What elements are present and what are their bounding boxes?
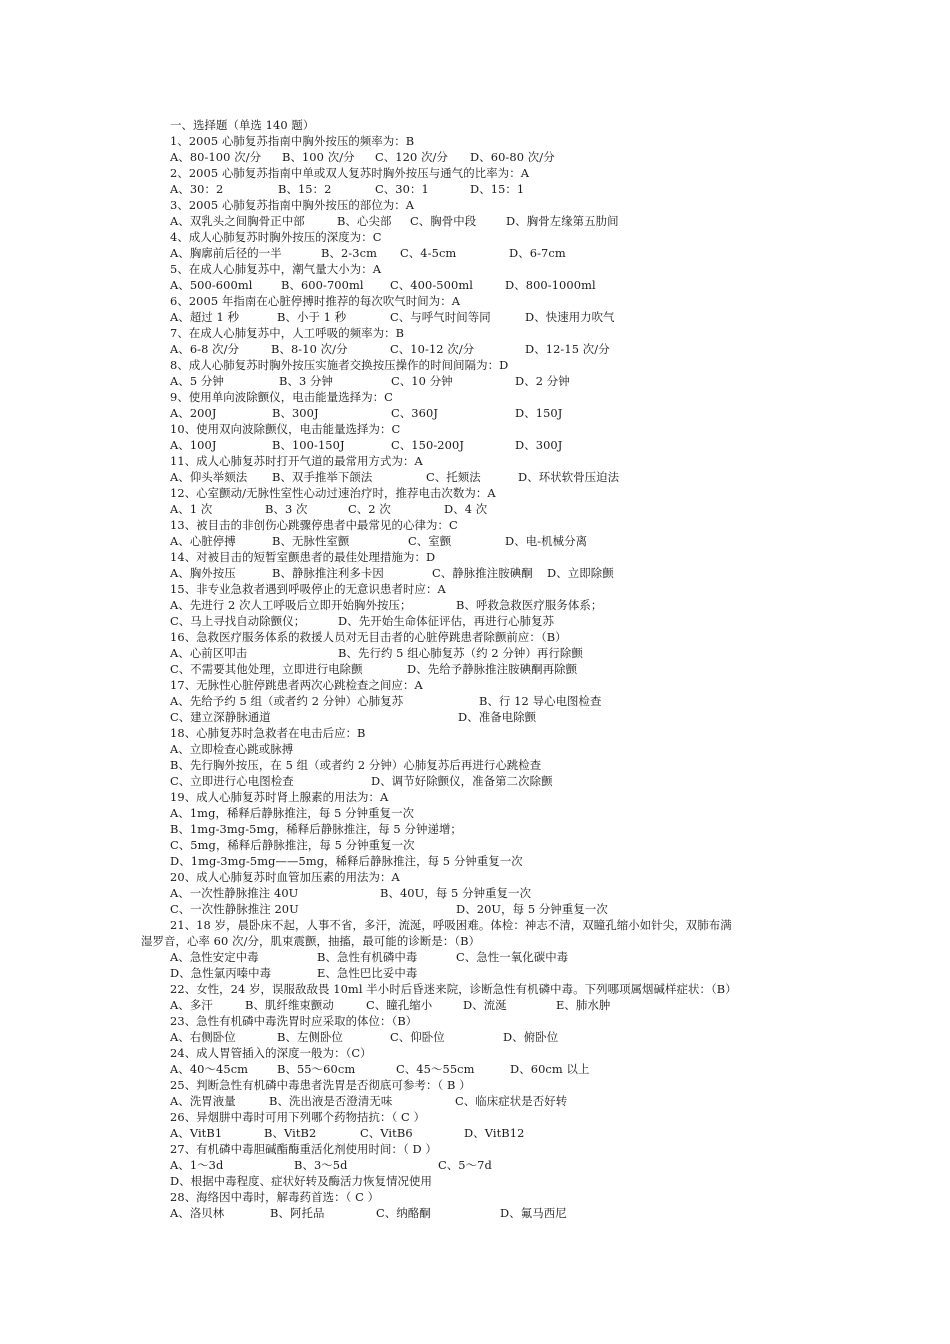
option-text: A、100J — [170, 438, 217, 452]
text-line — [170, 1029, 820, 1045]
line-text: D、1mg-3mg-5mg——5mg，稀释后静脉推注，每 5 分钟重复一次 — [170, 854, 523, 868]
option-text: D、先开始生命体征评估，再进行心肺复苏 — [338, 614, 555, 628]
option-text: D、150J — [515, 406, 563, 420]
text-line — [170, 725, 820, 741]
line-text: 2、2005 心肺复苏指南中单或双人复苏时胸外按压与通气的比率为：A — [170, 166, 530, 180]
option-text: D、电-机械分离 — [505, 534, 588, 548]
option-text: A、超过 1 秒 — [170, 310, 240, 324]
text-line — [170, 309, 820, 325]
option-text: A、胸外按压 — [170, 566, 236, 580]
text-line — [170, 1189, 820, 1205]
option-text: A、500-600ml — [170, 278, 253, 292]
option-text: D、胸骨左缘第五肋间 — [506, 214, 619, 228]
option-text: A、30：2 — [170, 182, 224, 196]
option-text: D、调节好除颤仪，准备第二次除颤 — [371, 774, 553, 788]
line-text: 一、选择题（单选 140 题） — [170, 118, 315, 132]
text-line — [170, 917, 820, 933]
line-text: 24、成人胃管插入的深度一般为：（C） — [170, 1046, 372, 1060]
text-line — [170, 149, 820, 165]
text-line — [170, 853, 820, 869]
option-text: C、瞳孔缩小 — [366, 998, 433, 1012]
text-line — [170, 1045, 820, 1061]
text-line — [170, 437, 820, 453]
option-text: B、15：2 — [278, 182, 332, 196]
option-text: A、多汗 — [170, 998, 213, 1012]
option-text: D、800-1000ml — [505, 278, 596, 292]
line-text: 25、判断急性有机磷中毒患者洗胃是否彻底可参考：（ B ） — [170, 1078, 471, 1092]
option-text: D、先给予静脉推注胺碘酮再除颤 — [407, 662, 578, 676]
option-text: C、150-200J — [391, 438, 465, 452]
text-line — [170, 805, 820, 821]
text-line — [170, 837, 820, 853]
text-line — [170, 165, 820, 181]
option-text: D、15：1 — [470, 182, 525, 196]
text-line — [170, 1061, 820, 1077]
option-text: B、小于 1 秒 — [277, 310, 347, 324]
text-line — [170, 677, 820, 693]
option-text: D、6-7cm — [509, 246, 566, 260]
line-text: 13、被目击的非创伤心跳骤停患者中最常见的心律为：C — [170, 518, 458, 532]
line-text: 18、心肺复苏时急救者在电击后应：B — [170, 726, 366, 740]
option-text: B、8-10 次/分 — [271, 342, 348, 356]
text-line — [170, 709, 820, 725]
text-line — [170, 245, 820, 261]
option-text: B、行 12 导心电图检查 — [479, 694, 602, 708]
text-line — [170, 821, 820, 837]
option-text: B、呼救急救医疗服务体系； — [456, 598, 603, 612]
option-text: D、4 次 — [444, 502, 488, 516]
option-text: D、2 分钟 — [515, 374, 570, 388]
option-text: D、急性氯丙嗪中毒 — [170, 966, 272, 980]
option-text: A、双乳头之间胸骨正中部 — [170, 214, 305, 228]
text-line — [170, 293, 820, 309]
line-text: 16、急救医疗服务体系的救援人员对无目击者的心脏停跳患者除颤前应：（B） — [170, 630, 567, 644]
line-text: 19、成人心肺复苏时肾上腺素的用法为：A — [170, 790, 389, 804]
option-text: B、2-3cm — [321, 246, 377, 260]
option-text: C、5～7d — [438, 1158, 492, 1172]
line-text: A、立即检查心跳或脉搏 — [170, 742, 294, 756]
option-text: D、VitB12 — [464, 1126, 525, 1140]
line-text: 10、使用双向波除颤仪，电击能量选择为：C — [170, 422, 401, 436]
option-text: B、3 次 — [265, 502, 308, 516]
text-line — [170, 741, 820, 757]
option-text: B、肌纤维束颤动 — [245, 998, 334, 1012]
option-text: C、纳酪酮 — [376, 1206, 431, 1220]
option-text: B、无脉性室颤 — [272, 534, 350, 548]
text-line — [170, 597, 820, 613]
line-text: 15、非专业急救者遇到呼吸停止的无意识患者时应：A — [170, 582, 446, 596]
text-line — [170, 533, 820, 549]
text-line — [170, 613, 820, 629]
option-text: C、静脉推注胺碘酮 — [432, 566, 533, 580]
option-text: C、托颏法 — [426, 470, 481, 484]
option-text: B、600-700ml — [281, 278, 364, 292]
line-text: B、1mg-3mg-5mg，稀释后静脉推注，每 5 分钟递增； — [170, 822, 462, 836]
option-text: D、环状软骨压迫法 — [518, 470, 620, 484]
line-text: 22、女性，24 岁，误服敌敌畏 10ml 半小时后昏迷来院，诊断急性有机磷中毒。下列哪项属烟碱样症状：（B） — [170, 982, 737, 996]
text-line — [170, 981, 820, 997]
text-line — [170, 517, 820, 533]
line-text: 11、成人心肺复苏时打开气道的最常用方式为：A — [170, 454, 423, 468]
option-text: B、静脉推注利多卡因 — [272, 566, 384, 580]
text-line — [170, 1093, 820, 1109]
text-line — [170, 901, 820, 917]
line-text: C、5mg，稀释后静脉推注，每 5 分钟重复一次 — [170, 838, 415, 852]
text-line — [170, 405, 820, 421]
line-text: 5、在成人心肺复苏中，潮气量大小为：A — [170, 262, 382, 276]
option-text: A、洛贝林 — [170, 1206, 225, 1220]
line-text: 12、心室颤动/无脉性室性心动过速治疗时，推荐电击次数为：A — [170, 486, 496, 500]
option-text: C、不需要其他处理，立即进行电除颤 — [170, 662, 363, 676]
line-text: 23、急性有机磷中毒洗胃时应采取的体位：（B） — [170, 1014, 418, 1028]
option-text: D、俯卧位 — [503, 1030, 559, 1044]
option-text: B、心尖部 — [337, 214, 392, 228]
line-text: 14、对被目击的短暂室颤患者的最佳处理措施为：D — [170, 550, 436, 564]
option-text: B、左侧卧位 — [277, 1030, 343, 1044]
line-text: 20、成人心肺复苏时血管加压素的用法为：A — [170, 870, 400, 884]
option-text: A、40～45cm — [170, 1062, 249, 1076]
option-text: C、马上寻找自动除颤仪； — [170, 614, 306, 628]
option-text: B、3 分钟 — [279, 374, 334, 388]
option-text: C、10-12 次/分 — [390, 342, 475, 356]
option-text: B、300J — [272, 406, 319, 420]
text-line — [170, 1125, 820, 1141]
line-text: 湿罗音，心率 60 次/分，肌束震颤，抽搐，最可能的诊断是：（B） — [141, 934, 481, 948]
text-line — [170, 581, 820, 597]
line-text: 21、18 岁，晨卧床不起，人事不省，多汗，流涎，呼吸困难。体检：神志不清，双瞳孔缩小如针尖，双肺布满 — [170, 918, 732, 932]
option-text: A、VitB1 — [170, 1126, 223, 1140]
text-line — [170, 773, 820, 789]
text-line — [170, 693, 820, 709]
option-text: D、300J — [515, 438, 563, 452]
option-text: D、20U，每 5 分钟重复一次 — [456, 902, 608, 916]
text-line — [170, 197, 820, 213]
text-line — [170, 213, 820, 229]
option-text: B、55～60cm — [277, 1062, 356, 1076]
text-line — [170, 869, 820, 885]
option-text: A、先进行 2 次人工呼吸后立即开始胸外按压； — [170, 598, 412, 612]
text-line — [170, 501, 820, 517]
text-line — [170, 341, 820, 357]
line-text: B、先行胸外按压，在 5 组（或者约 2 分钟）心肺复苏后再进行心跳检查 — [170, 758, 542, 772]
text-line — [170, 645, 820, 661]
option-text: B、100 次/分 — [282, 150, 355, 164]
text-line — [170, 1173, 820, 1189]
line-text: D、根据中毒程度、症状好转及酶活力恢复情况使用 — [170, 1174, 433, 1188]
option-text: A、心前区叩击 — [170, 646, 248, 660]
option-text: A、仰头举颏法 — [170, 470, 248, 484]
option-text: A、一次性静脉推注 40U — [170, 886, 299, 900]
text-line — [170, 885, 820, 901]
text-line — [170, 1141, 820, 1157]
option-text: C、仰卧位 — [390, 1030, 445, 1044]
text-line — [170, 757, 820, 773]
text-line — [170, 661, 820, 677]
line-text: 28、海络因中毒时，解毒药首选：（ C ） — [170, 1190, 380, 1204]
option-text: C、一次性静脉推注 20U — [170, 902, 299, 916]
option-text: A、先给予约 5 组（或者约 2 分钟）心肺复苏 — [170, 694, 404, 708]
text-line — [170, 1157, 820, 1173]
option-text: C、360J — [391, 406, 439, 420]
option-text: C、立即进行心电图检查 — [170, 774, 294, 788]
line-text: 1、2005 心肺复苏指南中胸外按压的频率为：B — [170, 134, 415, 148]
option-text: B、3～5d — [294, 1158, 348, 1172]
text-line — [170, 469, 820, 485]
option-text: C、与呼气时间等同 — [390, 310, 491, 324]
text-line — [170, 453, 820, 469]
text-line — [170, 1013, 820, 1029]
text-line — [170, 261, 820, 277]
text-line — [170, 565, 820, 581]
option-text: A、1 次 — [170, 502, 213, 516]
option-text: D、流涎 — [463, 998, 507, 1012]
option-text: B、急性有机磷中毒 — [317, 950, 418, 964]
text-line — [170, 1109, 820, 1125]
text-line — [170, 997, 820, 1013]
text-line — [170, 789, 820, 805]
line-text: 9、使用单向波除颤仪，电击能量选择为：C — [170, 390, 393, 404]
option-text: E、肺水肿 — [556, 998, 611, 1012]
option-text: D、立即除颤 — [547, 566, 614, 580]
text-line — [170, 629, 820, 645]
option-text: A、200J — [170, 406, 217, 420]
text-line — [170, 117, 820, 133]
option-text: A、1～3d — [170, 1158, 224, 1172]
option-text: C、120 次/分 — [375, 150, 448, 164]
option-text: A、心脏停搏 — [170, 534, 236, 548]
option-text: E、急性巴比妥中毒 — [317, 966, 418, 980]
line-text: 7、在成人心肺复苏中，人工呼吸的频率为：B — [170, 326, 405, 340]
text-line — [170, 181, 820, 197]
option-text: D、12-15 次/分 — [525, 342, 610, 356]
option-text: C、400-500ml — [390, 278, 473, 292]
option-text: C、临床症状是否好转 — [455, 1094, 568, 1108]
option-text: C、30：1 — [375, 182, 429, 196]
option-text: A、6-8 次/分 — [170, 342, 240, 356]
text-line — [170, 373, 820, 389]
option-text: D、准备电除颤 — [458, 710, 537, 724]
option-text: B、40U，每 5 分钟重复一次 — [380, 886, 532, 900]
option-text: B、先行约 5 组心肺复苏（约 2 分钟）再行除颤 — [338, 646, 583, 660]
text-line — [170, 229, 820, 245]
text-line — [170, 357, 820, 373]
line-text: 6、2005 年指南在心脏停搏时推荐的每次吹气时间为：A — [170, 294, 461, 308]
option-text: D、氟马西尼 — [500, 1206, 567, 1220]
option-text: A、胸廓前后径的一半 — [170, 246, 282, 260]
option-text: C、10 分钟 — [391, 374, 453, 388]
text-line — [170, 421, 820, 437]
option-text: A、急性安定中毒 — [170, 950, 259, 964]
option-text: B、洗出液是否澄清无味 — [269, 1094, 393, 1108]
text-line — [170, 277, 820, 293]
text-line — [170, 965, 820, 981]
option-text: A、洗胃液量 — [170, 1094, 236, 1108]
option-text: D、快速用力吹气 — [525, 310, 615, 324]
option-text: B、100-150J — [272, 438, 345, 452]
line-text: 26、异烟肼中毒时可用下列哪个药物拮抗：（ C ） — [170, 1110, 426, 1124]
option-text: C、急性一氧化碳中毒 — [456, 950, 569, 964]
option-text: C、胸骨中段 — [410, 214, 477, 228]
text-line — [170, 389, 820, 405]
option-text: C、45～55cm — [396, 1062, 475, 1076]
line-text: 8、成人心肺复苏时胸外按压实施者交换按压操作的时间间隔为：D — [170, 358, 509, 372]
line-text: 4、成人心肺复苏时胸外按压的深度为：C — [170, 230, 382, 244]
line-text: A、1mg，稀释后静脉推注，每 5 分钟重复一次 — [170, 806, 415, 820]
text-line — [141, 933, 820, 949]
option-text: B、双手推举下颌法 — [272, 470, 373, 484]
option-text: C、室颤 — [408, 534, 452, 548]
text-line — [170, 549, 820, 565]
line-text: 27、有机磷中毒胆碱酯酶重活化剂使用时间：（ D ） — [170, 1142, 437, 1156]
text-line — [170, 325, 820, 341]
option-text: C、4-5cm — [400, 246, 457, 260]
option-text: B、VitB2 — [264, 1126, 317, 1140]
option-text: A、5 分钟 — [170, 374, 224, 388]
option-text: A、右侧卧位 — [170, 1030, 236, 1044]
option-text: D、60-80 次/分 — [470, 150, 555, 164]
text-line — [170, 485, 820, 501]
line-text: 3、2005 心肺复苏指南中胸外按压的部位为：A — [170, 198, 415, 212]
text-line — [170, 949, 820, 965]
text-line — [170, 133, 820, 149]
option-text: A、80-100 次/分 — [170, 150, 262, 164]
text-line — [170, 1077, 820, 1093]
text-line — [170, 1205, 820, 1221]
option-text: B、阿托品 — [270, 1206, 325, 1220]
option-text: D、60cm 以上 — [510, 1062, 590, 1076]
option-text: C、建立深静脉通道 — [170, 710, 271, 724]
quiz-content — [141, 117, 820, 1221]
line-text: 17、无脉性心脏停跳患者两次心跳检查之间应：A — [170, 678, 423, 692]
option-text: C、2 次 — [348, 502, 391, 516]
option-text: C、VitB6 — [360, 1126, 413, 1140]
